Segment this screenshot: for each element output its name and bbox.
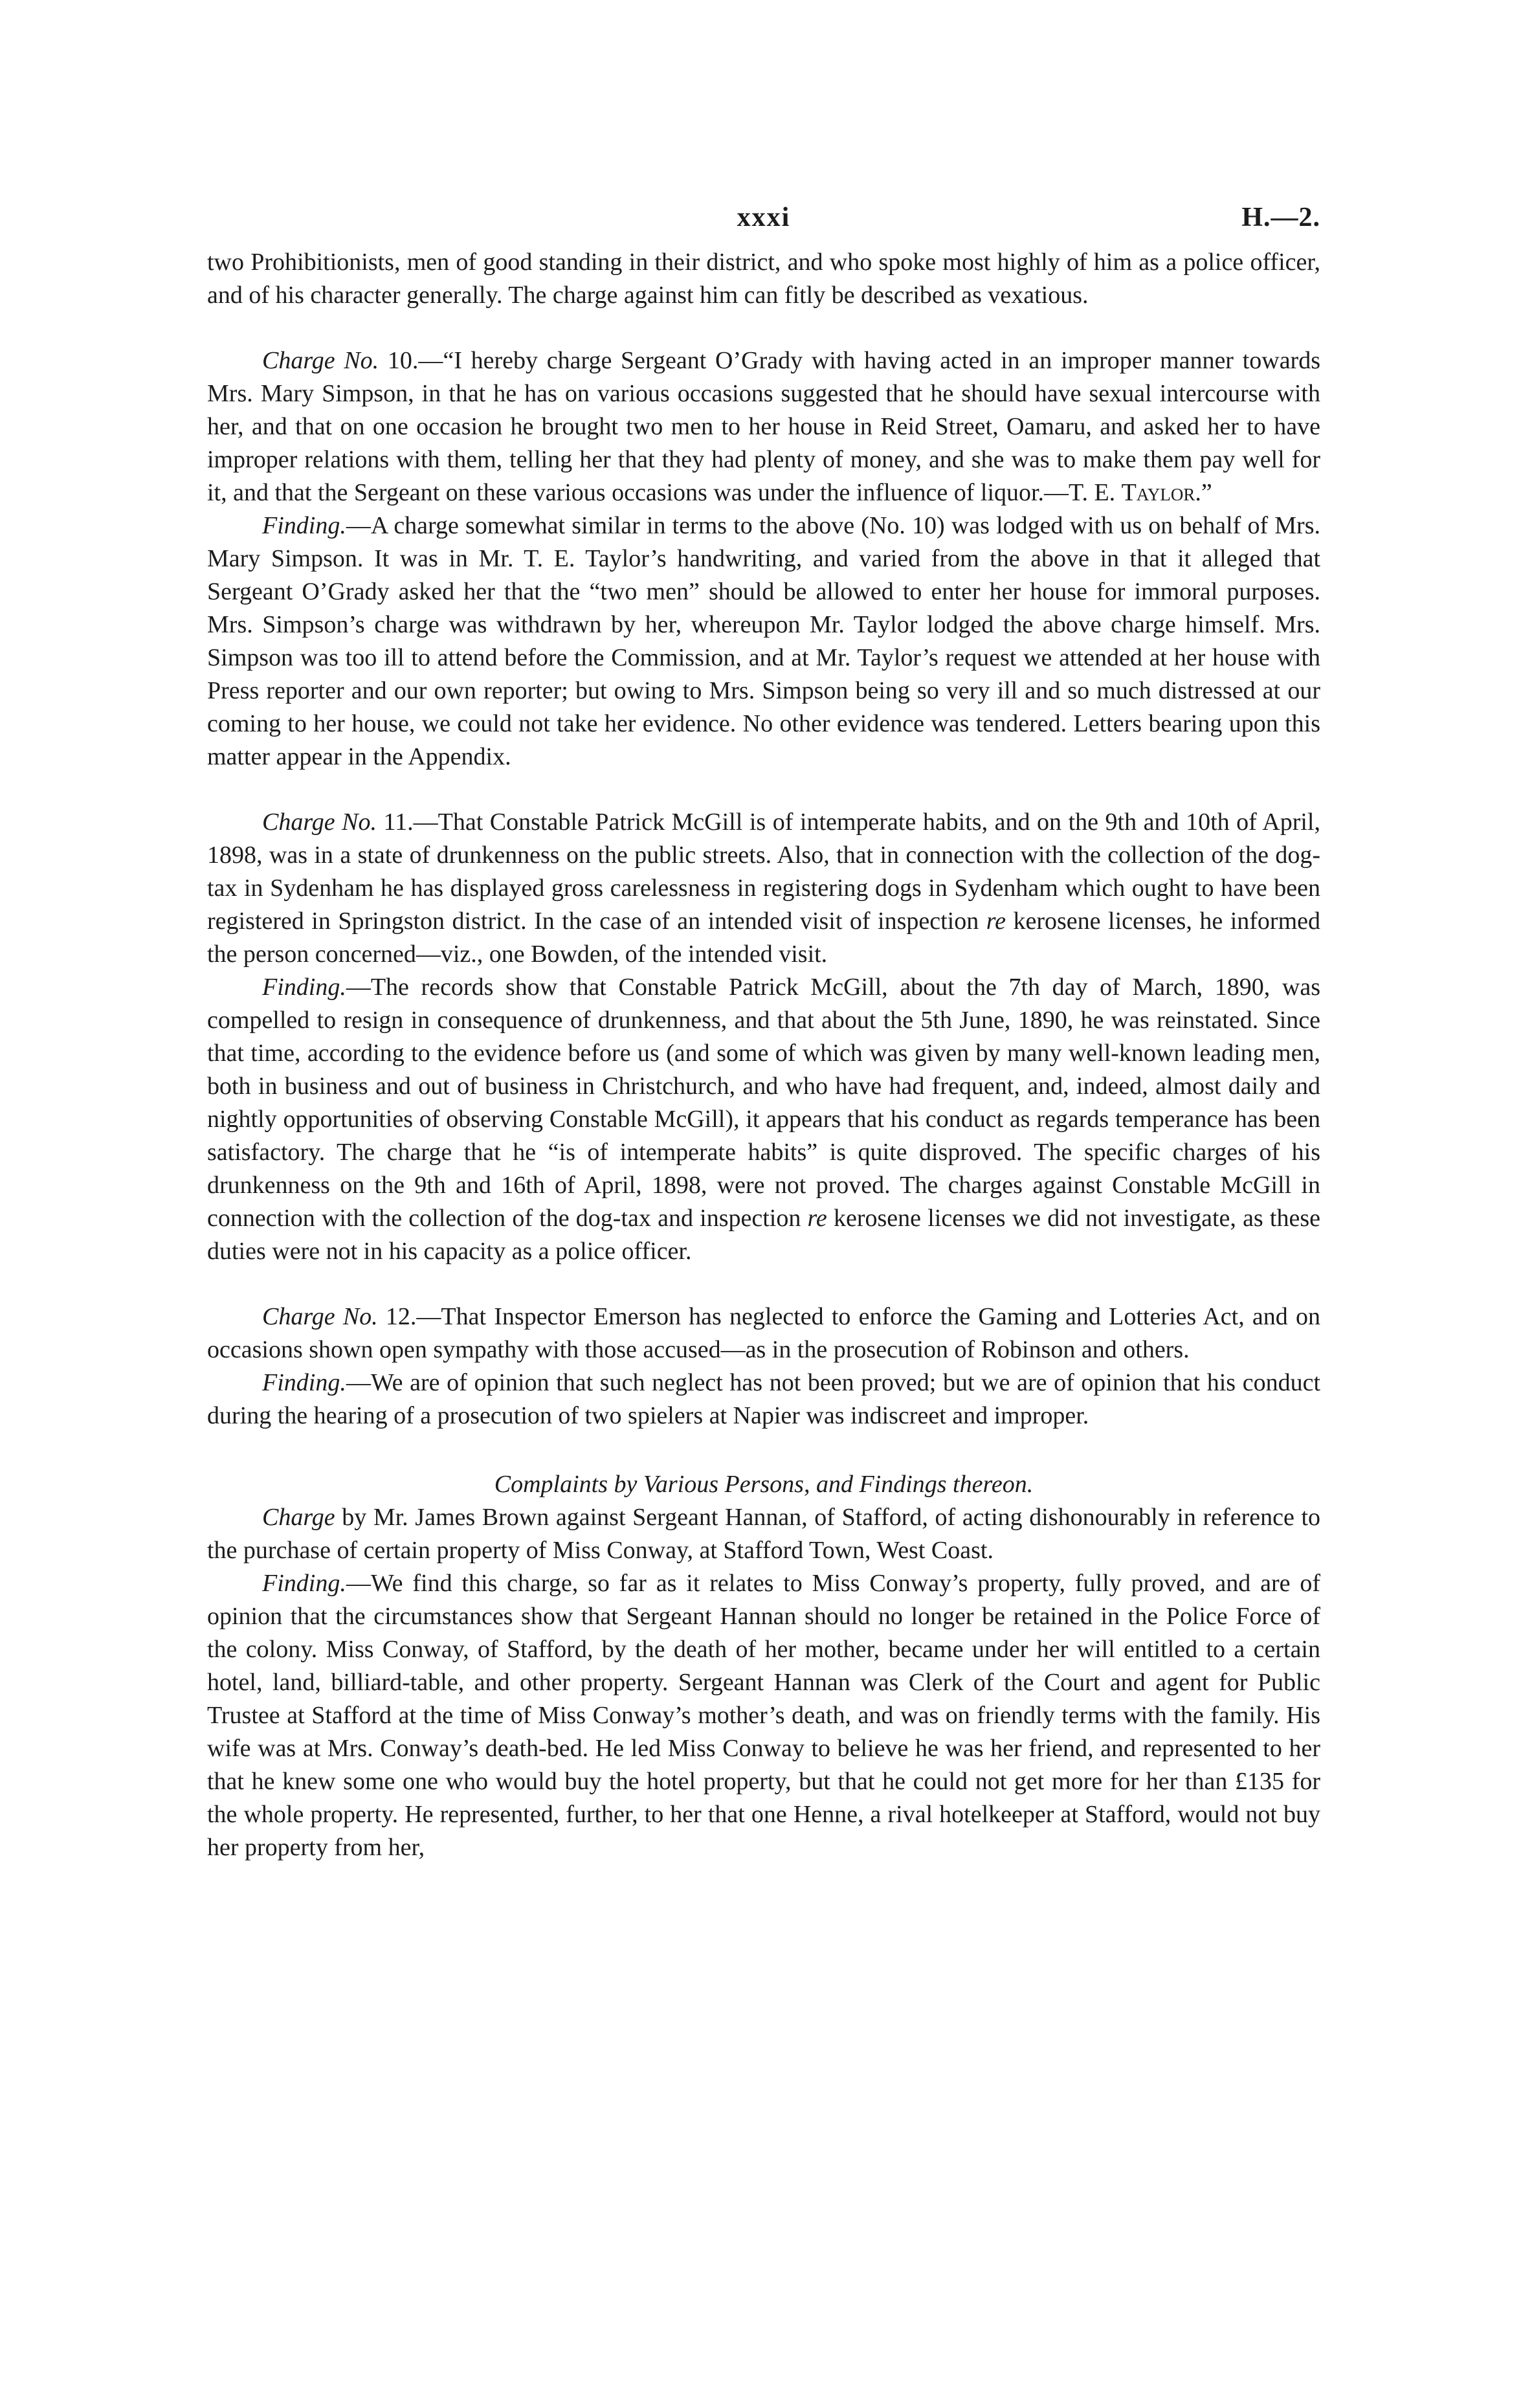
charge-10-label: Charge No. xyxy=(262,347,379,374)
section-heading: Complaints by Various Persons, and Findings thereon. xyxy=(494,1471,1034,1498)
finding-11-text-a: —The records show that Constable Patrick McGill, about the 7th day of March, 1890, was compelled to resign in consequence of drunkenness, and that about the 5th June, 1890, he was reinstated. Since that time, according to the evidence before us (and some of which was given by many well-known leading men, both in business and out of business in Christchurch, and who have had frequent, and, indeed, almost daily and nightly opportunities of observing Constable McGill), it appears that his conduct as regards temperance has been satisfactory. The charge that he “is of intemperate habits” is quite disproved. The specific charges of his drunkenness on the 9th and 16th of April, 1898, were not proved. The charges against Constable McGill in connection with the collection of the dog-tax and inspection xyxy=(207,974,1320,1232)
finding-brown-label: Finding. xyxy=(262,1570,346,1597)
finding-11-paragraph xyxy=(207,971,1320,1268)
finding-10-text: —A charge somewhat similar in terms to the above (No. 10) was lodged with us on behalf of Mrs. Mary Simpson. It was in Mr. T. E. Taylor’s handwriting, and varied from the above in that it alleged that Sergeant O’Grady asked her that the “two men” should be allowed to enter her house for immoral purposes. Mrs. Simpson’s charge was withdrawn by her, whereupon Mr. Taylor lodged the above charge himself. Mrs. Simpson was too ill to attend before the Commission, and at Mr. Taylor’s request we attended at her house with Press reporter and our own reporter; but owing to Mrs. Simpson being so very ill and so much distressed at our coming to her house, we could not take her evidence. No other evidence was tendered. Letters bearing upon this matter appear in the Appendix. xyxy=(207,512,1320,770)
charge-10-paragraph xyxy=(207,344,1320,509)
paragraph-continuation xyxy=(207,246,1320,312)
finding-11-re: re xyxy=(807,1205,827,1232)
document-page xyxy=(207,194,1320,1864)
charge-brown-text: by Mr. James Brown against Sergeant Hannan, of Stafford, of acting dishonourably in reference to the purchase of certain property of Miss Conway, at Stafford Town, West Coast. xyxy=(207,1504,1320,1564)
charge-10-text: 10.—“I hereby charge Sergeant O’Grady with having acted in an improper manner towards Mrs. Mary Simpson, in that he has on various occasions suggested that he should have sexual intercourse with her, and that on one occasion he brought two men to her house in Reid Street, Oamaru, and asked her to have improper relations with them, telling her that they had plenty of money, and she was to make them pay well for it, and that the Sergeant on these various occasions was under the influence of liquor.—T. E. xyxy=(207,347,1320,506)
finding-11-label: Finding. xyxy=(262,974,346,1001)
charge-11-text-a: 11.—That Constable Patrick McGill is of intemperate habits, and on the 9th and 10th of April, 1898, was in a state of drunkenness on the public streets. Also, that in connection with the collection of the dog-tax in Sydenham he has displayed gross carelessness in registering dogs in Sydenham which ought to have been registered in Springston district. In the case of an intended visit of inspection xyxy=(207,808,1320,935)
finding-11-text-b: kerosene licenses we did not investigate, as these duties were not in his capacity as a police officer. xyxy=(207,1205,1320,1265)
finding-12-text: —We are of opinion that such neglect has not been proved; but we are of opinion that his conduct during the hearing of a prosecution of two spielers at Napier was indiscreet and improper. xyxy=(207,1369,1320,1429)
charge-brown-paragraph xyxy=(207,1501,1320,1567)
charge-12-text: 12.—That Inspector Emerson has neglected to enforce the Gaming and Lotteries Act, and on occasions shown open sympathy with those accused—as in the prosecution of Robinson and others. xyxy=(207,1303,1321,1363)
charge-11-label: Charge No. xyxy=(262,808,377,836)
page-header xyxy=(207,194,1320,246)
finding-12-paragraph xyxy=(207,1366,1320,1433)
charge-brown-label: Charge xyxy=(262,1504,335,1531)
finding-brown-paragraph xyxy=(207,1567,1320,1864)
charge-12-paragraph xyxy=(207,1300,1320,1366)
charge-10-signature: Taylor. xyxy=(1121,479,1201,506)
document-reference: H.—2. xyxy=(1241,203,1320,232)
finding-12-label: Finding. xyxy=(262,1369,346,1396)
page-number: xxxi xyxy=(737,203,791,232)
finding-10-label: Finding. xyxy=(262,512,346,539)
paragraph-text: two Prohibitionists, men of good standing in their district, and who spoke most highly of him as a police officer, and of his character generally. The charge against him can fitly be described as vexatious. xyxy=(207,249,1320,309)
finding-brown-text: —We find this charge, so far as it relates to Miss Conway’s property, fully proved, and are of opinion that the circumstances show that Sergeant Hannan should no longer be retained in the Police Force of the colony. Miss Conway, of Stafford, by the death of her mother, became under her will entitled to a certain hotel, land, billiard-table, and other property. Sergeant Hannan was Clerk of the Court and agent for Public Trustee at Stafford at the time of Miss Conway’s mother’s death, and was on friendly terms with the family. His wife was at Mrs. Conway’s death-bed. He led Miss Conway to believe he was her friend, and represented to her that he knew some one who would buy the hotel property, but that he could not get more for her than £135 for the whole property. He represented, further, to her that one Henne, a rival hotelkeeper at Stafford, would not buy her property from her, xyxy=(207,1570,1320,1861)
charge-12-label: Charge No. xyxy=(262,1303,378,1330)
charge-11-text-b: kerosene licenses, he informed the person concerned—viz., one Bowden, of the intended visit. xyxy=(207,908,1320,968)
charge-10-close-quote: ” xyxy=(1201,479,1212,506)
finding-10-paragraph xyxy=(207,509,1320,774)
charge-11-re: re xyxy=(986,908,1006,935)
charge-11-paragraph xyxy=(207,806,1320,971)
